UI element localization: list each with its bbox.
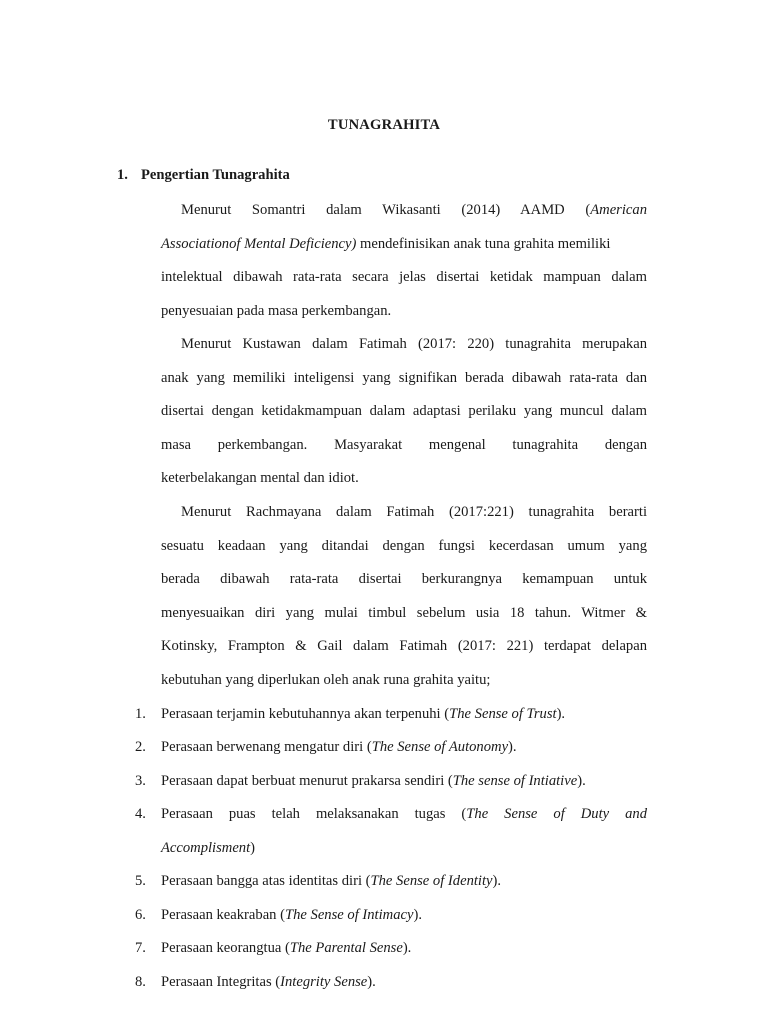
list-text: Perasaan keakraban (The Sense of Intimacy). — [161, 907, 422, 923]
paragraph-3-line-4: menyesuaikan diri yang mulai timbul sebelum usia 18 tahun. Witmer & — [161, 605, 647, 621]
list-number: 6. — [135, 907, 146, 923]
paragraph-1-line-2: Associationof Mental Deficiency) mendefinisikan anak tuna grahita memiliki — [161, 236, 611, 252]
list-text: Perasaan keorangtua (The Parental Sense). — [161, 940, 412, 956]
list-number: 1. — [135, 706, 146, 722]
paragraph-1-line-4: penyesuaian pada masa perkembangan. — [161, 303, 392, 319]
list-text: Perasaan Integritas (Integrity Sense). — [161, 974, 376, 990]
paragraph-2-line-1: Menurut Kustawan dalam Fatimah (2017: 220) tunagrahita merupakan — [181, 336, 647, 352]
section-number: 1. — [117, 167, 128, 183]
list-text-continued: Accomplisment) — [161, 840, 256, 856]
paragraph-1-line-3: intelektual dibawah rata-rata secara jelas disertai ketidak mampuan dalam — [161, 269, 647, 285]
list-text: Perasaan berwenang mengatur diri (The Sense of Autonomy). — [161, 739, 517, 755]
list-number: 3. — [135, 773, 146, 789]
paragraph-2-line-3: disertai dengan ketidakmampuan dalam adaptasi perilaku yang muncul dalam — [161, 403, 647, 419]
list-text: Perasaan bangga atas identitas diri (The Sense of Identity). — [161, 873, 502, 889]
paragraph-3-line-1: Menurut Rachmayana dalam Fatimah (2017:221) tunagrahita berarti — [181, 504, 647, 520]
list-number: 7. — [135, 940, 146, 956]
paragraph-2-line-2: anak yang memiliki inteligensi yang signifikan berada dibawah rata-rata dan — [161, 370, 647, 386]
list-number: 8. — [135, 974, 146, 990]
list-text: Perasaan terjamin kebutuhannya akan terpenuhi (The Sense of Trust). — [161, 706, 566, 722]
list-text: Perasaan puas telah melaksanakan tugas (The Sense of Duty and — [161, 806, 647, 822]
list-number: 5. — [135, 873, 146, 889]
list-number: 4. — [135, 806, 146, 822]
list-number: 2. — [135, 739, 146, 755]
section-heading — [117, 167, 290, 184]
paragraph-3-line-5: Kotinsky, Frampton & Gail dalam Fatimah (2017: 221) terdapat delapan — [161, 638, 647, 654]
paragraph-2-line-4: masa perkembangan. Masyarakat mengenal tunagrahita dengan — [161, 437, 647, 453]
section-title: Pengertian Tunagrahita — [141, 167, 290, 183]
list-text: Perasaan dapat berbuat menurut prakarsa sendiri (The sense of Intiative). — [161, 773, 586, 789]
paragraph-3-line-6: kebutuhan yang diperlukan oleh anak runa grahita yaitu; — [161, 672, 491, 688]
paragraph-3-line-2: sesuatu keadaan yang ditandai dengan fungsi kecerdasan umum yang — [161, 538, 647, 554]
paragraph-3-line-3: berada dibawah rata-rata disertai berkurangnya kemampuan untuk — [161, 571, 647, 587]
paragraph-2-line-5: keterbelakangan mental dan idiot. — [161, 470, 359, 486]
paragraph-1-line-1: Menurut Somantri dalam Wikasanti (2014) AAMD (American — [181, 202, 647, 218]
document-title: TUNAGRAHITA — [327, 117, 441, 133]
